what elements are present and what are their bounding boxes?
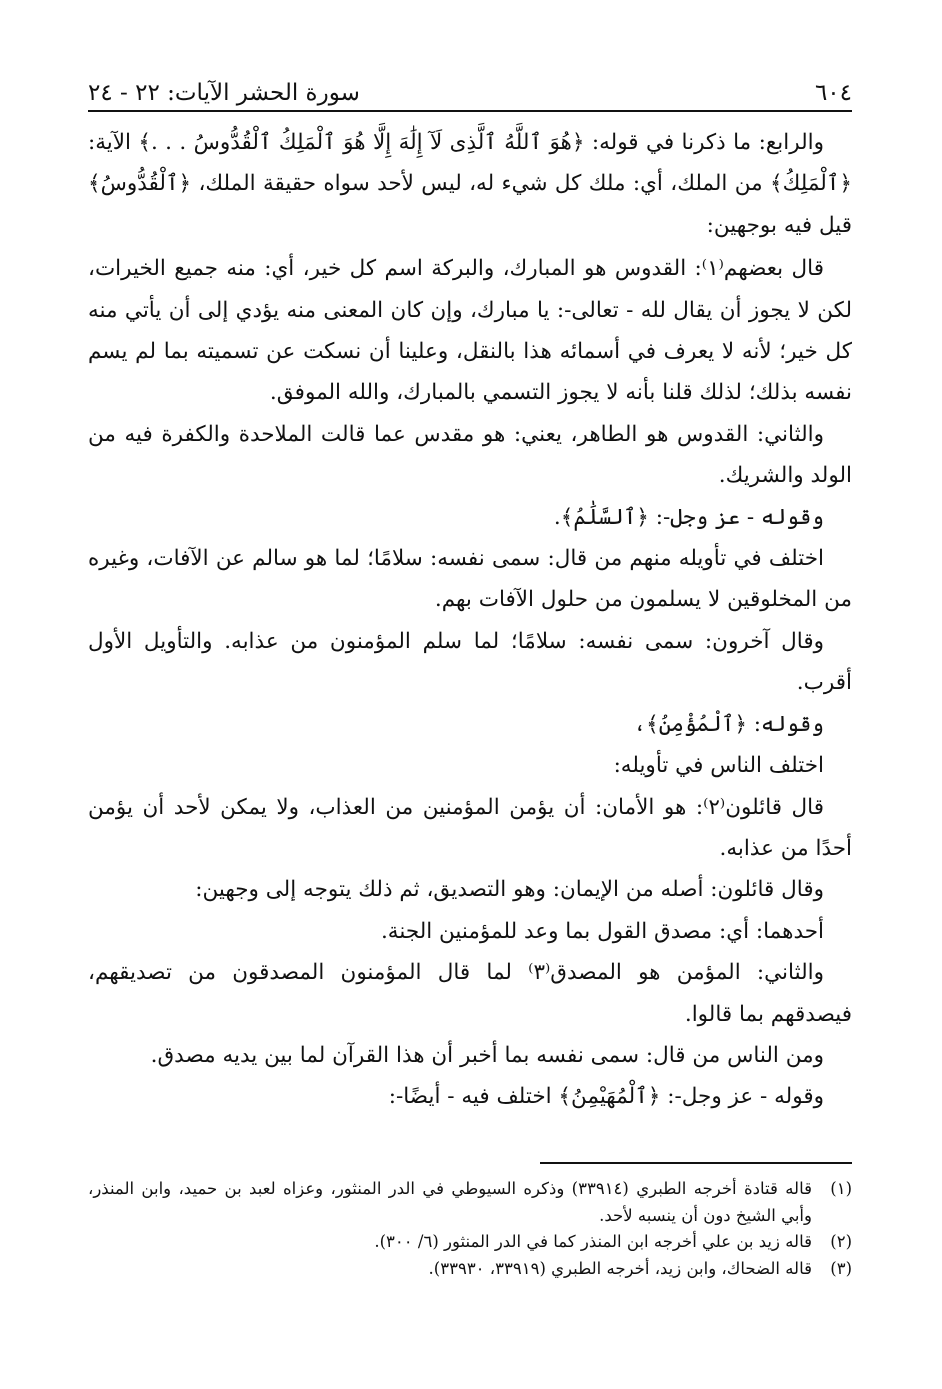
page-number: ٦٠٤ <box>814 80 852 106</box>
footnote-number: (٣) <box>830 1258 852 1278</box>
footnote-text: قاله الضحاك، وابن زيد، أخرجه الطبري (٣٣٩١٩، ٣٣٩٣٠). <box>428 1258 812 1278</box>
footnote-rule <box>540 1162 852 1164</box>
paragraph: أحدهما: أي: مصدق القول بما وعد للمؤمنين الجنة. <box>380 918 824 944</box>
paragraph: ومن الناس من قال: سمى نفسه بما أخبر أن هذا القرآن لما بين يديه مصدق. <box>150 1042 824 1068</box>
paragraph: وقوله - عز وجل-: ﴿ٱلسَّلَٰمُ﴾. <box>553 504 824 530</box>
footnote-text: قاله زيد بن علي أخرجه ابن المنذر كما في الدر المنثور (٦/ ٣٠٠). <box>374 1232 812 1251</box>
footnote-number: (١) <box>830 1179 852 1198</box>
footnote-text: قاله قتادة أخرجه الطبري (٣٣٩١٤) وذكره السيوطي في الدر المنثور، وعزاه لعبد بن حميد، وابن المنذر، وأبي الشيخ دون أن ينسبه لأحد. <box>88 1179 812 1225</box>
main-text <box>88 122 852 1118</box>
paragraph: وقوله: ﴿ٱلْمُؤْمِنُ﴾، <box>633 711 824 737</box>
paragraph: والثاني: القدوس هو الطاهر، يعني: هو مقدس عما قالت الملاحدة والكفرة فيه من الولد والشريك. <box>88 421 852 489</box>
paragraph: اختلف الناس في تأويله: <box>613 753 824 779</box>
paragraph: وقال قائلون: أصله من الإيمان: وهو التصديق، ثم ذلك يتوجه إلى وجهين: <box>195 877 824 903</box>
paragraph: قال بعضهم⁽١⁾: القدوس هو المبارك، والبركة اسم كل خير، أي: منه جميع الخيرات، لكن لا يجوز أن يقال لله - تعالى-: يا مبارك، وإن كان المعنى منه يؤدي إلى أن يأتي منه كل خير؛ لأنه لا يعرف في أسمائه هذا بالنقل، وعلينا أن نسكت عن تسميته بما لم يسم نفسه بذلك؛ لذلك قلنا بأنه لا يجوز التسمي بالمبارك، والله الموفق. <box>88 256 852 406</box>
footnote <box>88 1256 852 1283</box>
header-rule <box>88 110 852 112</box>
footnote <box>88 1176 852 1229</box>
footnotes <box>88 1176 852 1282</box>
paragraph: وقوله - عز وجل-: ﴿ٱلْمُهَيْمِنُ﴾ اختلف فيه - أيضًا-: <box>388 1084 824 1110</box>
running-title: سورة الحشر الآيات: ٢٢ - ٢٤ <box>88 80 360 106</box>
footnote-number: (٢) <box>830 1232 852 1251</box>
paragraph: والرابع: ما ذكرنا في قوله: ﴿هُوَ ٱللَّهُ ٱلَّذِى لَآ إِلَٰهَ إِلَّا هُوَ ٱلْمَلِكُ ٱلْقُدُّوسُ . . .﴾ الآية: ﴿ٱلْمَلِكُ﴾ من الملك، أي: ملك كل شيء له، ليس لأحد سواه حقيقة الملك، ﴿ٱلْقُدُّوسُ﴾ قيل فيه بوجهين: <box>88 130 852 238</box>
paragraph: قال قائلون⁽٢⁾: هو الأمان: أن يؤمن المؤمنين من العذاب، ولا يمكن لأحد أن يؤمن أحدًا من عذابه. <box>88 794 852 861</box>
paragraph: والثاني: المؤمن هو المصدق⁽٣⁾ لما قال المؤمنون المصدقون من تصديقهم، فيصدقهم بما قالوا. <box>88 960 852 1027</box>
footnote <box>88 1229 852 1256</box>
paragraph: وقال آخرون: سمى نفسه: سلامًا؛ لما سلم المؤمنون من عذابه. والتأويل الأول أقرب. <box>88 628 852 696</box>
paragraph: اختلف في تأويله منهم من قال: سمى نفسه: سلامًا؛ لما هو سالم عن الآفات، وغيره من المخلوقين لا يسلمون من حلول الآفات بهم. <box>88 546 852 613</box>
page-header <box>88 66 852 106</box>
